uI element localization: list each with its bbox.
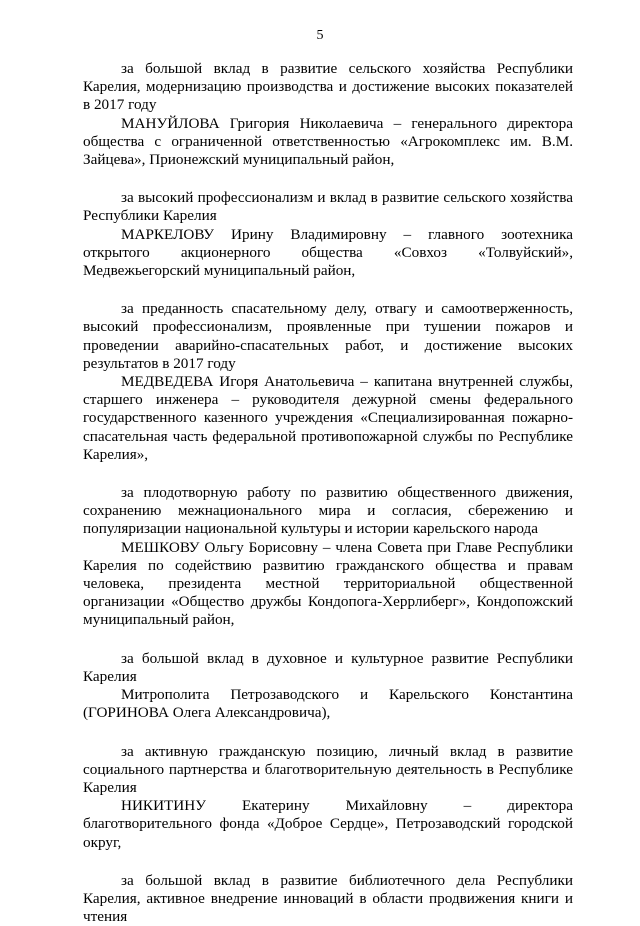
page-number: 5 [316, 28, 324, 43]
award-recipient: МАРКЕЛОВУ Ирину Владимировну – главного зоотехника открытого акционерного общества «Совхоз «Толвуйский», Медвежьегорский муниципальный район, [83, 225, 573, 280]
award-entry [83, 300, 573, 464]
award-entry [83, 872, 573, 926]
award-entry [83, 189, 573, 280]
award-entry [83, 60, 573, 169]
award-recipient: НИКИТИНУ Екатерину Михайловну – директора благотворительного фонда «Доброе Сердце», Петрозаводский городской округ, [83, 797, 573, 851]
award-reason: за большой вклад в развитие библиотечного дела Республики Карелия, активное внедрение инноваций в области продвижения книги и чтения [83, 871, 573, 926]
award-reason: за большой вклад в развитие сельского хозяйства Республики Карелия, модернизацию производства и достижение высоких показателей в 2017 году [83, 60, 573, 114]
award-reason: за высокий профессионализм и вклад в развитие сельского хозяйства Республики Карелия [83, 189, 573, 225]
award-reason: за активную гражданскую позицию, личный вклад в развитие социального партнерства и благотворительную деятельность в Республике Карелия [83, 742, 573, 796]
award-entry [83, 650, 573, 723]
award-entry [83, 743, 573, 852]
award-recipient: МЕДВЕДЕВА Игоря Анатольевича – капитана внутренней службы, старшего инженера – руководителя дежурной смены федерального государственного казенного учреждения «Специализированная пожарно-спасательная часть федеральной противопожарной службы по Республике Карелия», [83, 373, 573, 463]
award-recipient: Митрополита Петрозаводского и Карельского Константина (ГОРИНОВА Олега Александровича), [83, 686, 573, 722]
award-reason: за преданность спасательному делу, отвагу и самоотверженность, высокий профессионализм, проявленные при тушении пожаров и проведении аварийно-спасательных работ, и достижение высоких результатов в 2017 году [83, 300, 573, 372]
award-reason: за плодотворную работу по развитию общественного движения, сохранению межнационального мира и согласия, сбережению и популяризации национальной культуры и истории карельского народа [83, 484, 573, 538]
award-recipient: МАНУЙЛОВА Григория Николаевича – генерального директора общества с ограниченной ответственностью «Агрокомплекс им. В.М. Зайцева», Прионежский муниципальный район, [83, 114, 573, 169]
award-reason: за большой вклад в духовное и культурное развитие Республики Карелия [83, 649, 573, 685]
award-recipient: МЕШКОВУ Ольгу Борисовну – члена Совета при Главе Республики Карелия по содействию развитию гражданского общества и правам человека, президента местной территориальной общественной организации «Общество дружбы Кондопога-Херрлиберг», Кондопожский муниципальный район, [83, 538, 573, 629]
document-body [83, 60, 573, 926]
award-entry [83, 484, 573, 630]
